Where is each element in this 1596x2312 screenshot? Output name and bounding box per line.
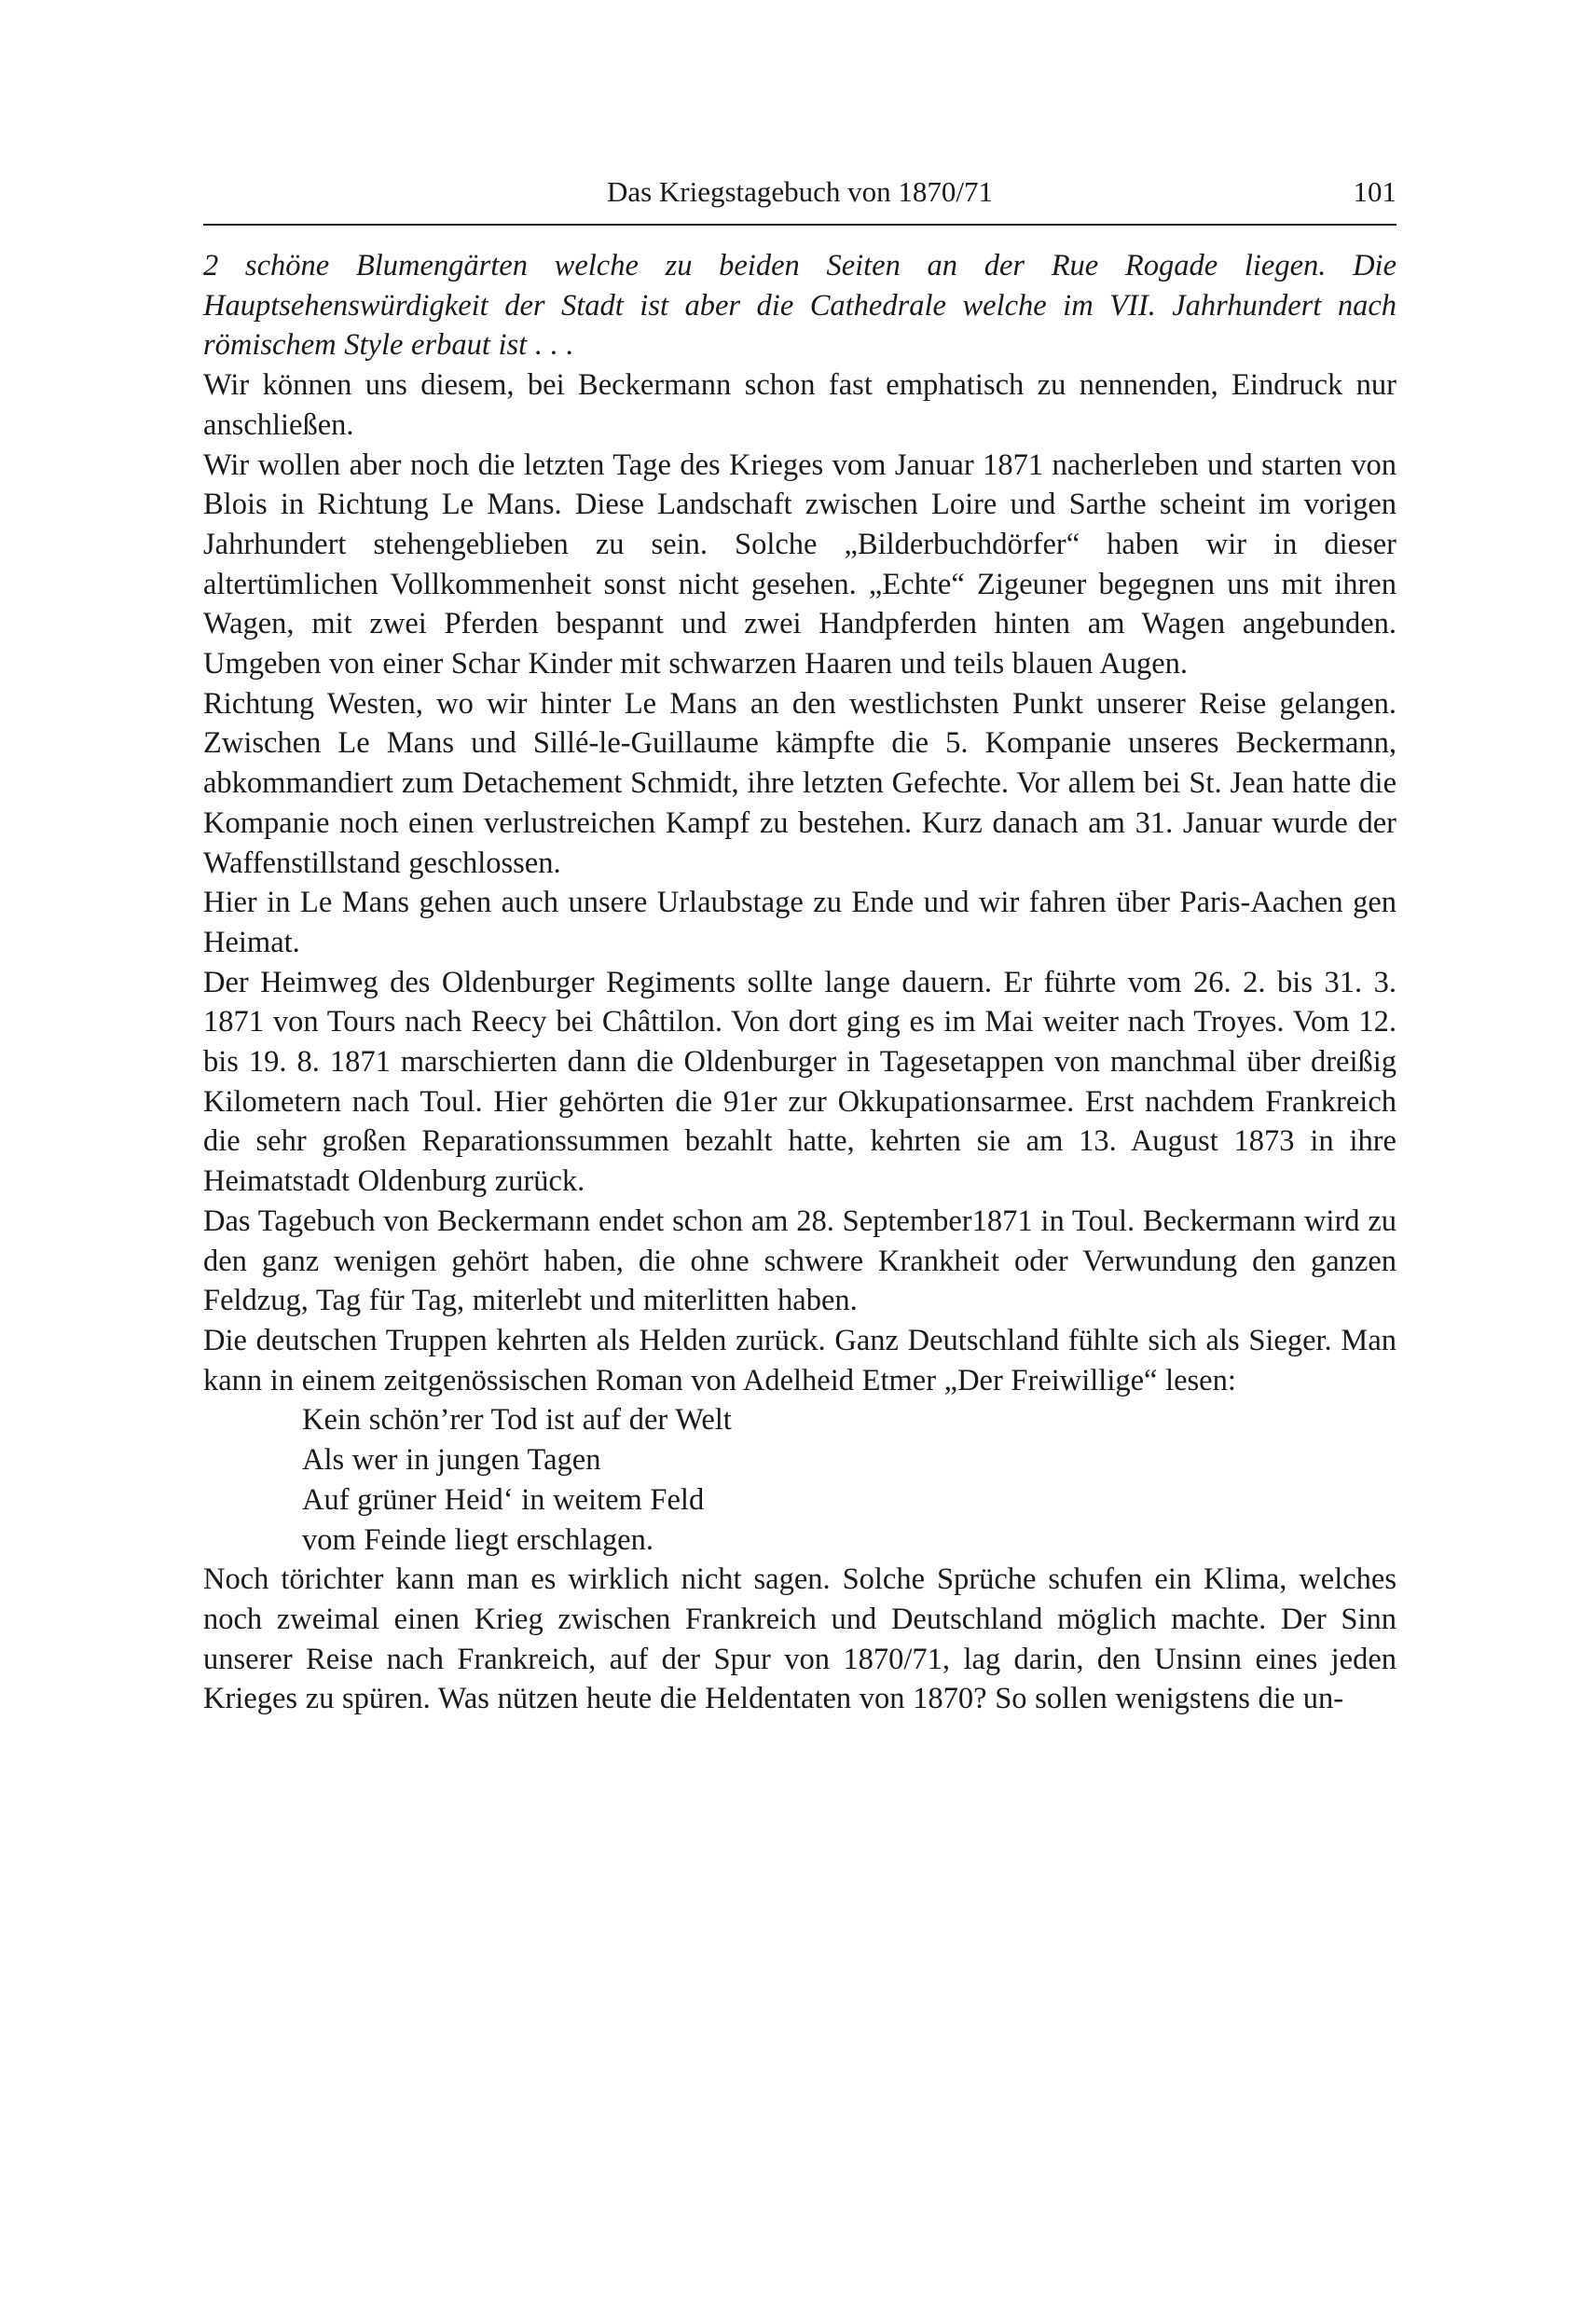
page-number: 101	[1353, 175, 1396, 208]
header-rule	[203, 224, 1396, 226]
paragraph-regiment-return: Der Heimweg des Oldenburger Regiments sollte lange dauern. Er führte vom 26. 2. bis 31. 3. 1871 von Tours nach Reecy bei Châttilon. Von dort ging es im Mai weiter nach Troyes. Vom 12. bis 19. 8. 1871 marschierten dann die Oldenburger in Tagesetappen von manchmal über dreißig Kilometern nach Toul. Hier gehörten die 91er zur Okkupationsarmee. Erst nachdem Frankreich die sehr großen Reparationssummen bezahlt hatte, kehrten sie am 13. August 1873 in ihre Heimatstadt Oldenburg zurück.	[203, 965, 1396, 1199]
verse-line: vom Feinde liegt erschlagen.	[302, 1522, 654, 1557]
verse-quote	[203, 1400, 1396, 1560]
verse-line: Auf grüner Heid‘ in weitem Feld	[302, 1482, 705, 1517]
paragraph-diary-end: Das Tagebuch von Beckermann endet schon am 28. September1871 in Toul. Beckermann wird zu den ganz wenigen gehört haben, die ohne schwere Krankheit oder Verwundung den ganzen Feldzug, Tag für Tag, miterlebt und miterlitten haben.	[203, 1204, 1396, 1318]
verse-line: Kein schön’rer Tod ist auf der Welt	[302, 1403, 732, 1438]
body-text	[203, 246, 1396, 1719]
paragraph-west: Richtung Westen, wo wir hinter Le Mans an den westlichsten Punkt unserer Reise gelangen. Zwischen Le Mans und Sillé-le-Guillaume kämpfte die 5. Kompanie unseres Beckermann, abkommandiert zum Detachement Schmidt, ihre letzten Gefechte. Vor allem bei St. Jean hatte die Kompanie noch einen verlustreichen Kampf zu bestehen. Kurz danach am 31. Januar wurde der Waffenstillstand geschlossen.	[203, 686, 1396, 880]
paragraph-impression: Wir können uns diesem, bei Beckermann schon fast emphatisch zu nennenden, Eindruck nur anschließen.	[203, 368, 1396, 442]
paragraph-heroes: Die deutschen Truppen kehrten als Helden zurück. Ganz Deutschland fühlte sich als Sieger. Man kann in einem zeitgenössischen Roman von Adelheid Etmer „Der Freiwillige“ lesen:	[203, 1323, 1396, 1397]
paragraph-return-home: Hier in Le Mans gehen auch unsere Urlaubstage zu Ende und wir fahren über Paris-Aachen gen Heimat.	[203, 886, 1396, 959]
running-title: Das Kriegstagebuch von 1870/71	[606, 175, 994, 208]
paragraph-closing: Noch törichter kann man es wirklich nicht sagen. Solche Sprüche schufen ein Klima, welches noch zweimal einen Krieg zwischen Frankreich und Deutschland möglich machte. Der Sinn unserer Reise nach Frankreich, auf der Spur von 1870/71, lag darin, den Unsinn eines jeden Krieges zu spüren. Was nützen heute die Heldentaten von 1870? So sollen wenigstens die un-	[203, 1562, 1396, 1716]
paragraph-le-mans-journey: Wir wollen aber noch die letzten Tage des Krieges vom Januar 1871 nacherleben und starten von Blois in Richtung Le Mans. Diese Landschaft zwischen Loire und Sarthe scheint im vorigen Jahrhundert stehengeblieben zu sein. Solche „Bilderbuchdörfer“ haben wir in dieser altertümlichen Vollkommenheit sonst nicht gesehen. „Echte“ Zigeuner begegnen uns mit ihren Wagen, mit zwei Pferden bespannt und zwei Handpferden hinten am Wagen angebunden. Umgeben von einer Schar Kinder mit schwarzen Haaren und teils blauen Augen.	[203, 447, 1396, 681]
quoted-diary-excerpt: 2 schöne Blumengärten welche zu beiden Seiten an der Rue Rogade liegen. Die Hauptsehenswürdigkeit der Stadt ist aber die Cathedrale welche im VII. Jahrhundert nach römischem Style erbaut ist . . .	[203, 249, 1396, 363]
running-head	[203, 173, 1396, 220]
verse-line: Als wer in jungen Tagen	[302, 1443, 601, 1478]
